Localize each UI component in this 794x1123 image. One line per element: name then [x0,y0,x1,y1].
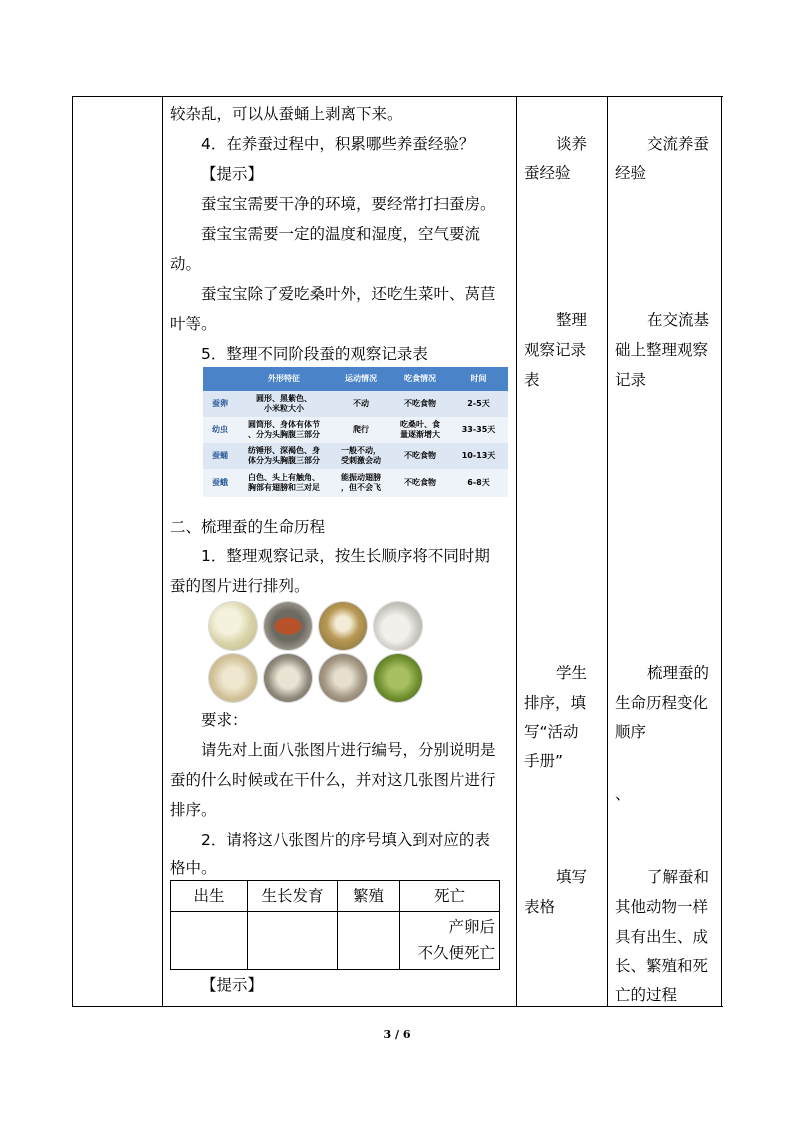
cocoon-photo [209,654,257,702]
text-line: 蚕宝宝需要干净的环境，要经常打扫蚕房。 [201,195,496,213]
text-line: 蚕的图片进行排列。 [170,577,310,595]
larva-photo [374,602,422,650]
design-intent-d: 具有出生、成 [615,928,709,946]
student-activity-b: 整理 [556,311,588,329]
record-row-egg [203,391,508,417]
design-intent-a: 经验 [615,164,647,182]
student-activity-c: 手册” [524,752,564,770]
section-heading: 二、梳理蚕的生命历程 [170,518,326,536]
eat-cell: 不吃食物 [404,399,436,408]
design-intent-d: 长、繁殖和死 [615,957,709,975]
eat-cell: 不吃食物 [404,451,436,460]
stage-label: 蚕蛾 [212,478,228,487]
time-cell: 33-35天 [461,425,496,434]
stage-label: 蚕蛹 [212,451,228,460]
design-intent-b: 在交流基 [647,311,710,329]
student-activity-a: 蚕经验 [524,164,571,182]
header-eat: 吃食情况 [404,374,436,383]
student-activity-b: 观察记录 [524,341,587,359]
student-activity-d: 表格 [524,898,556,916]
shape-cell: 纺锤形、深褐色、身 体分为头胸腹三部分 [248,446,320,465]
header-reproduction: 繁殖 [352,887,384,905]
design-intent-d: 了解蚕和 [647,868,710,886]
shape-cell: 圆形、黑紫色、 小米粒大小 [256,394,312,413]
hint-label: 【提示】 [201,165,264,183]
design-intent-c: 生命历程变化 [615,694,709,712]
fill-in-table [170,880,500,970]
header-death: 死亡 [433,887,465,905]
student-activity-c: 学生 [556,664,588,682]
pupa-photo [264,602,312,650]
student-activity-b: 表 [524,371,540,389]
silkworm-photo [264,654,312,702]
table-border-col1 [162,96,163,1007]
design-intent-c: 、 [615,785,631,803]
text-line: 格中。 [170,859,217,877]
shape-cell: 圆筒形、身体有体节 、分为头胸腹三部分 [248,420,320,439]
death-note: 不久便死亡 [417,944,495,962]
table-border-top [72,96,723,97]
move-cell: 不动 [353,399,369,408]
header-growth: 生长发育 [261,887,324,905]
question-5: 5．整理不同阶段蚕的观察记录表 [201,345,428,363]
shape-cell: 白色、头上有触角、 胸部有翅膀和三对足 [248,473,320,492]
text-line: 蚕宝宝除了爱吃桑叶外，还吃生菜叶、莴苣 [201,285,496,303]
question-4: 4．在养蚕过程中，积累哪些养蚕经验？ [201,135,475,153]
record-row-pupa [203,443,508,469]
record-row-moth [203,469,508,497]
design-intent-d: 亡的过程 [615,986,678,1004]
text-line: 蚕宝宝需要一定的温度和湿度，空气要流 [201,225,481,243]
text-line: 动。 [170,255,202,273]
student-activity-c: 写“活动 [524,723,579,741]
death-note: 产卵后 [448,918,495,936]
header-time: 时间 [470,374,487,383]
move-cell: 一般不动， 受刺激会动 [341,446,381,465]
header-move: 运动情况 [345,374,377,383]
eat-cell: 不吃食物 [404,478,436,487]
time-cell: 10-13天 [461,451,496,460]
student-activity-c: 排序，填 [524,694,587,712]
text-line: 排序。 [170,801,217,819]
table-border-col3 [607,96,608,1007]
student-activity-a: 谈养 [556,135,588,153]
hint-label: 【提示】 [201,976,264,994]
text-line: 叶等。 [170,315,217,333]
text-line: 请先对上面八张图片进行编号，分别说明是 [201,741,496,759]
hatching-photo [319,654,367,702]
design-intent-b: 记录 [615,371,647,389]
observation-record-table [203,367,508,497]
stage-label: 幼虫 [212,425,228,434]
header-shape: 外形特征 [268,374,300,383]
time-cell: 6-8天 [467,478,490,487]
text-line: 蚕的什么时候或在干什么，并对这几张图片进行 [170,771,496,789]
record-row-larva [203,417,508,443]
task-2: 2．请将这八张图片的序号填入到对应的表 [201,831,490,849]
student-activity-d: 填写 [556,868,588,886]
requirement-label: 要求： [201,711,248,729]
table-border-left [72,96,73,1007]
design-intent-a: 交流养蚕 [647,135,710,153]
mulberry-leaf-photo [374,654,422,702]
page-number: 3 / 6 [383,1028,411,1041]
eat-cell: 吃桑叶、食 量逐渐增大 [400,420,440,439]
design-intent-c: 顺序 [615,723,647,741]
header-birth: 出生 [193,887,225,905]
text-line: 较杂乱，可以从蚕蛹上剥离下来。 [170,105,403,123]
fill-table-divider [171,911,499,912]
silkworm-eggs-photo [209,602,257,650]
task-1: 1．整理观察记录，按生长顺序将不同时期 [201,547,490,565]
design-intent-d: 其他动物一样 [615,898,709,916]
stage-label: 蚕卵 [212,399,228,408]
design-intent-b: 础上整理观察 [615,341,709,359]
move-cell: 爬行 [353,425,369,434]
move-cell: 能振动翅膀 ，但不会飞 [341,473,381,492]
table-border-right [721,96,722,1007]
time-cell: 2-5天 [467,399,490,408]
moth-photo [319,602,367,650]
design-intent-c: 梳理蚕的 [647,664,710,682]
record-header [203,367,508,391]
